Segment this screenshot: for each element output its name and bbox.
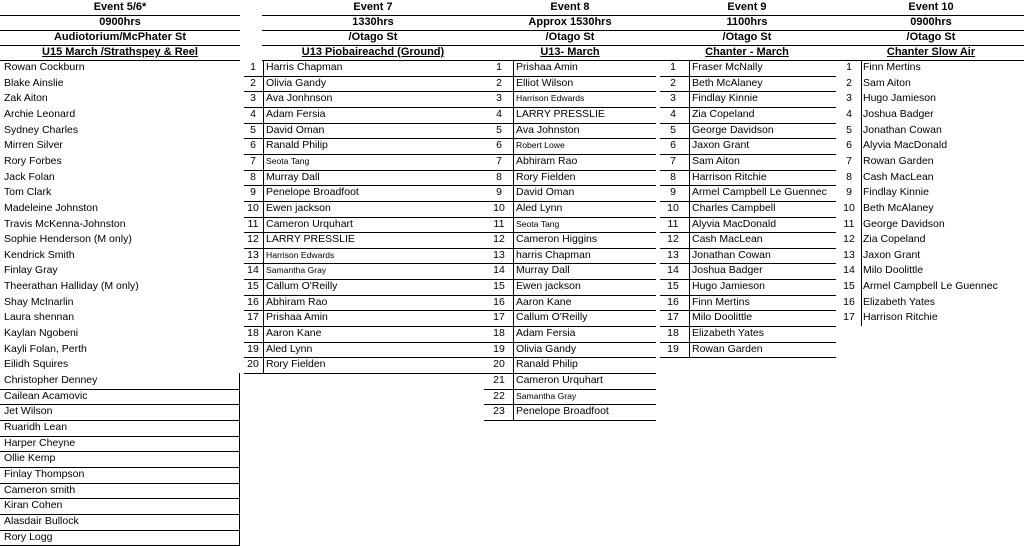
event9-entrant: Zia Copeland (692, 107, 755, 120)
event-header-time: 0900hrs (99, 16, 141, 28)
event9-entrant: Finn Mertins (692, 295, 750, 308)
event7-entrant: Callum O'Reilly (266, 280, 338, 293)
event5-entrant: Kayli Folan, Perth (4, 342, 87, 355)
event5-entrant: Kaylan Ngobeni (4, 327, 79, 340)
event10-number: 7 (846, 154, 852, 167)
event5-entrant: Archie Leonard (4, 107, 76, 120)
event5-entrant: Christopher Denney (4, 374, 98, 386)
event9-number: 1 (670, 61, 676, 73)
event7-entrant: Samantha Gray (266, 265, 327, 276)
event-header-venue: /Otago St (722, 31, 772, 43)
event9-number: 18 (667, 327, 679, 340)
event7-entrant: Prishaa Amin (266, 311, 328, 324)
event-header-title: Event 7 (353, 1, 393, 13)
event9-number: 6 (670, 139, 676, 152)
event8-entrant: Seota Tang (516, 218, 560, 229)
event-header-venue: /Otago St (545, 31, 595, 43)
event8-entrant: Ava Johnston (516, 123, 580, 136)
event9-entrant: Fraser McNally (692, 61, 763, 73)
event8-entrant: Robert Lowe (516, 140, 565, 151)
event7-entrant: Murray Dall (266, 170, 320, 183)
event7-entrant: Penelope Broadfoot (266, 186, 359, 199)
event7-entrant: Cameron Urquhart (266, 217, 353, 230)
event7-entrant: Seota Tang (266, 155, 310, 166)
event9-entrant: Joshua Badger (692, 264, 763, 277)
event9-entrant: Cash MacLean (692, 233, 763, 246)
event7-number: 11 (247, 217, 259, 230)
event10-entrant: Findlay Kinnie (863, 186, 929, 199)
event-header-venue: /Otago St (906, 31, 956, 43)
event9-number: 15 (667, 280, 679, 293)
event8-number: 16 (493, 295, 505, 308)
event-header-title: Event 5/6* (93, 1, 147, 13)
event9-number: 16 (667, 295, 679, 308)
event9-entrant: Beth McAlaney (692, 76, 763, 89)
event9-entrant: Milo Doolittle (692, 311, 753, 324)
row-rule (244, 373, 484, 374)
event8-entrant: Abhiram Rao (516, 154, 578, 167)
event9-number: 10 (667, 201, 679, 214)
event-header-category: U13- March (540, 46, 600, 58)
event-headers (0, 0, 1024, 60)
event5-entrant: Jet Wilson (4, 405, 53, 418)
event8-entrant: Samantha Gray (516, 390, 577, 401)
column-rule (263, 60, 264, 373)
event7-number: 1 (250, 61, 256, 73)
event8-number: 1 (496, 61, 502, 73)
event5-entrant: Madeleine Johnston (4, 201, 98, 214)
event5-entrant: Mirren Silver (4, 139, 63, 152)
event7-entrant: Harrison Edwards (266, 249, 335, 260)
event10-entrant: Milo Doolittle (863, 264, 924, 277)
event8-number: 22 (493, 389, 505, 402)
event-header-title: Event 8 (550, 1, 590, 13)
event5-entrant: Cameron smith (4, 483, 76, 496)
event-header-category: U15 March /Strathspey & Reel (42, 46, 198, 58)
event8-number: 21 (493, 374, 505, 386)
event8-entrant: Prishaa Amin (516, 61, 578, 73)
event9-entrant: Elizabeth Yates (692, 327, 764, 340)
event-header-category: Chanter - March (705, 46, 789, 58)
event8-number: 20 (493, 358, 505, 371)
event5-entrant: Eilidh Squires (4, 358, 69, 371)
event5-entrant: Ruaridh Lean (4, 420, 68, 433)
event5-entrant: Laura shennan (4, 311, 75, 324)
event9-number: 8 (670, 170, 676, 183)
event10-number: 12 (843, 233, 855, 246)
event-header-title: Event 9 (727, 1, 767, 13)
event9-number: 12 (667, 233, 679, 246)
event8-number: 19 (493, 342, 505, 355)
event8-entrant: Callum O'Reilly (516, 311, 588, 324)
event5-entrant: Rory Logg (4, 530, 53, 543)
event5-entrant: Theerathan Halliday (M only) (4, 280, 139, 293)
event5-entrant: Blake Ainslie (4, 76, 64, 89)
event5-entrant: Kendrick Smith (4, 248, 75, 261)
event9-number: 9 (670, 186, 676, 199)
event10-entrant: Sam Aiton (863, 76, 911, 89)
event8-entrant: Elliot Wilson (516, 76, 574, 89)
event8-entrant: harris Chapman (516, 248, 591, 261)
event9-entrant: Jaxon Grant (692, 139, 750, 152)
event7-number: 3 (250, 92, 256, 105)
event7-number: 10 (247, 201, 259, 214)
event8-entrant: Aled Lynn (516, 201, 563, 214)
event8-number: 12 (493, 233, 505, 246)
event7-number: 19 (247, 342, 259, 355)
event10-entrant: George Davidson (863, 217, 945, 230)
event7-entrant: Aaron Kane (266, 327, 322, 340)
event7-entrant: Ranald Philip (266, 139, 328, 152)
event5-entrant: Alasdair Bullock (4, 514, 79, 527)
event8-entrant: Murray Dall (516, 264, 570, 277)
event7-number: 18 (247, 327, 259, 340)
event10-entrant: Armel Campbell Le Guennec (863, 280, 998, 293)
row-rule (660, 357, 836, 358)
event8-number: 4 (496, 107, 502, 120)
event9-number: 2 (670, 76, 676, 89)
event10-number: 16 (843, 295, 855, 308)
event8-number: 6 (496, 139, 502, 152)
event10-entrant: Jonathan Cowan (863, 123, 942, 136)
event10-number: 10 (843, 201, 855, 214)
event10-entrant: Harrison Ritchie (863, 311, 938, 324)
event8-entrant: Harrison Edwards (516, 93, 585, 104)
event8-entrant: Adam Fersia (516, 327, 576, 340)
event5-entrant: Travis McKenna-Johnston (4, 217, 126, 230)
event7-number: 12 (247, 233, 259, 246)
event10-entrant: Hugo Jamieson (863, 92, 936, 105)
event7-entrant: Abhiram Rao (266, 295, 328, 308)
event9-number: 14 (667, 264, 679, 277)
event9-entrant: Jonathan Cowan (692, 248, 771, 261)
event10-number: 14 (843, 264, 855, 277)
event7-number: 17 (247, 311, 259, 324)
event7-entrant: Adam Fersia (266, 107, 326, 120)
event8-entrant: Cameron Higgins (516, 233, 598, 246)
event8-entrant: Rory Fielden (516, 170, 576, 183)
event10-number: 15 (843, 280, 855, 293)
event5-entrant: Shay McInarlin (4, 295, 74, 308)
event9-number: 4 (670, 107, 676, 120)
event8-entrant: Penelope Broadfoot (516, 405, 609, 418)
event10-number: 9 (846, 186, 852, 199)
event8-entrant: Ewen jackson (516, 280, 581, 293)
event5-entrant: Rowan Cockburn (4, 61, 85, 73)
event-header-category: U13 Piobaireachd (Ground) (301, 46, 445, 58)
event10-number: 17 (843, 311, 855, 324)
event10-entrant: Zia Copeland (863, 233, 926, 246)
event10-number: 1 (846, 61, 852, 73)
event10-number: 3 (846, 92, 852, 105)
event10-entrant: Beth McAlaney (863, 201, 934, 214)
event9-number: 17 (667, 311, 679, 324)
event8-number: 15 (493, 280, 505, 293)
event-header-venue: Audiotorium/McPhater St (53, 31, 186, 43)
event7-entrant: LARRY PRESSLIE (266, 233, 355, 246)
event8-entrant: Aaron Kane (516, 295, 572, 308)
event8-number: 17 (493, 311, 505, 324)
column-rule (689, 60, 690, 357)
event-header-time: 1330hrs (352, 16, 394, 28)
event5-entrant: Finlay Thompson (4, 467, 85, 480)
event7-number: 14 (247, 264, 259, 277)
column-rule (861, 60, 862, 326)
event5-entrant: Jack Folan (4, 170, 55, 183)
column-rule (513, 60, 514, 420)
event10-number: 13 (843, 248, 855, 261)
event9-entrant: Harrison Ritchie (692, 170, 767, 183)
column-rule (239, 373, 240, 545)
event8-number: 7 (496, 154, 502, 167)
event5-entrant: Ollie Kemp (4, 452, 56, 465)
event9-entrant: Alyvia MacDonald (692, 217, 777, 230)
event8-entrant: Olivia Gandy (516, 342, 577, 355)
event9-entrant: Hugo Jamieson (692, 280, 765, 293)
event5-entrant: Finlay Gray (4, 264, 58, 277)
event5-entrant: Sophie Henderson (M only) (4, 233, 132, 246)
event5-entrant: Rory Forbes (4, 154, 62, 167)
event7-entrant: Ewen jackson (266, 201, 331, 214)
event7-entrant: Harris Chapman (266, 61, 343, 73)
event9-entrant: Findlay Kinnie (692, 92, 758, 105)
event-header-time: Approx 1530hrs (528, 16, 612, 28)
event9-number: 19 (667, 342, 679, 355)
event7-number: 4 (250, 107, 256, 120)
event9-number: 13 (667, 248, 679, 261)
event7-number: 6 (250, 139, 256, 152)
event8-number: 5 (496, 123, 502, 136)
event10-number: 5 (846, 123, 852, 136)
event7-number: 2 (250, 76, 256, 89)
event-header-title: Event 10 (908, 1, 954, 13)
event8-entrant: Cameron Urquhart (516, 374, 603, 386)
event8-number: 18 (493, 327, 505, 340)
event5-entrant: Harper Cheyne (4, 436, 76, 449)
event9-entrant: Rowan Garden (692, 342, 763, 355)
event-header-category: Chanter Slow Air (886, 46, 976, 58)
event8-number: 9 (496, 186, 502, 199)
event8-entrant: Ranald Philip (516, 358, 578, 371)
event7-number: 7 (250, 154, 256, 167)
event9-number: 11 (667, 217, 679, 230)
event5-entrant: Kiran Cohen (4, 499, 63, 512)
event9-number: 3 (670, 92, 676, 105)
event7-entrant: Ava Jonhnson (266, 92, 333, 105)
event5-entrant: Sydney Charles (4, 123, 79, 136)
event10-entrant: Finn Mertins (863, 61, 921, 73)
event7-entrant: David Oman (266, 123, 325, 136)
event5-entrant: Cailean Acamovic (4, 389, 88, 402)
event7-number: 20 (247, 358, 259, 371)
event8-number: 2 (496, 76, 502, 89)
event7-number: 15 (247, 280, 259, 293)
event10-number: 8 (846, 170, 852, 183)
event8-number: 8 (496, 170, 502, 183)
event8-number: 23 (493, 405, 505, 418)
event5-entrant: Tom Clark (4, 186, 52, 199)
event7-entrant: Rory Fielden (266, 358, 326, 371)
event8-number: 3 (496, 92, 502, 105)
event10-entrant: Cash MacLean (863, 170, 934, 183)
event7-entrant: Olivia Gandy (266, 76, 327, 89)
event5-entrant: Zak Aiton (4, 92, 48, 105)
event8-number: 14 (493, 264, 505, 277)
event-header-time: 1100hrs (726, 16, 768, 28)
event7-number: 5 (250, 123, 256, 136)
event9-number: 7 (670, 154, 676, 167)
event8-entrant: LARRY PRESSLIE (516, 107, 605, 120)
event10-entrant: Alyvia MacDonald (863, 139, 948, 152)
event9-entrant: George Davidson (692, 123, 774, 136)
event9-entrant: Sam Aiton (692, 154, 740, 167)
event9-entrant: Charles Campbell (692, 201, 776, 214)
event10-number: 4 (846, 107, 852, 120)
event-header-venue: /Otago St (348, 31, 398, 43)
event8-number: 13 (493, 248, 505, 261)
event10-number: 2 (846, 76, 852, 89)
event-header-time: 0900hrs (910, 16, 952, 28)
event10-entrant: Elizabeth Yates (863, 295, 935, 308)
event8-entrant: David Oman (516, 186, 575, 199)
event7-number: 8 (250, 170, 256, 183)
event10-entrant: Jaxon Grant (863, 248, 921, 261)
event10-entrant: Rowan Garden (863, 154, 934, 167)
event10-entrant: Joshua Badger (863, 107, 934, 120)
event7-entrant: Aled Lynn (266, 342, 313, 355)
event7-number: 9 (250, 186, 256, 199)
event7-number: 16 (247, 295, 259, 308)
event10-number: 11 (843, 217, 855, 230)
event8-number: 11 (493, 217, 505, 230)
event8-number: 10 (493, 201, 505, 214)
event9-entrant: Armel Campbell Le Guennec (692, 186, 827, 199)
event7-number: 13 (247, 248, 259, 261)
event9-number: 5 (670, 123, 676, 136)
event10-number: 6 (846, 139, 852, 152)
row-rule (484, 420, 656, 421)
